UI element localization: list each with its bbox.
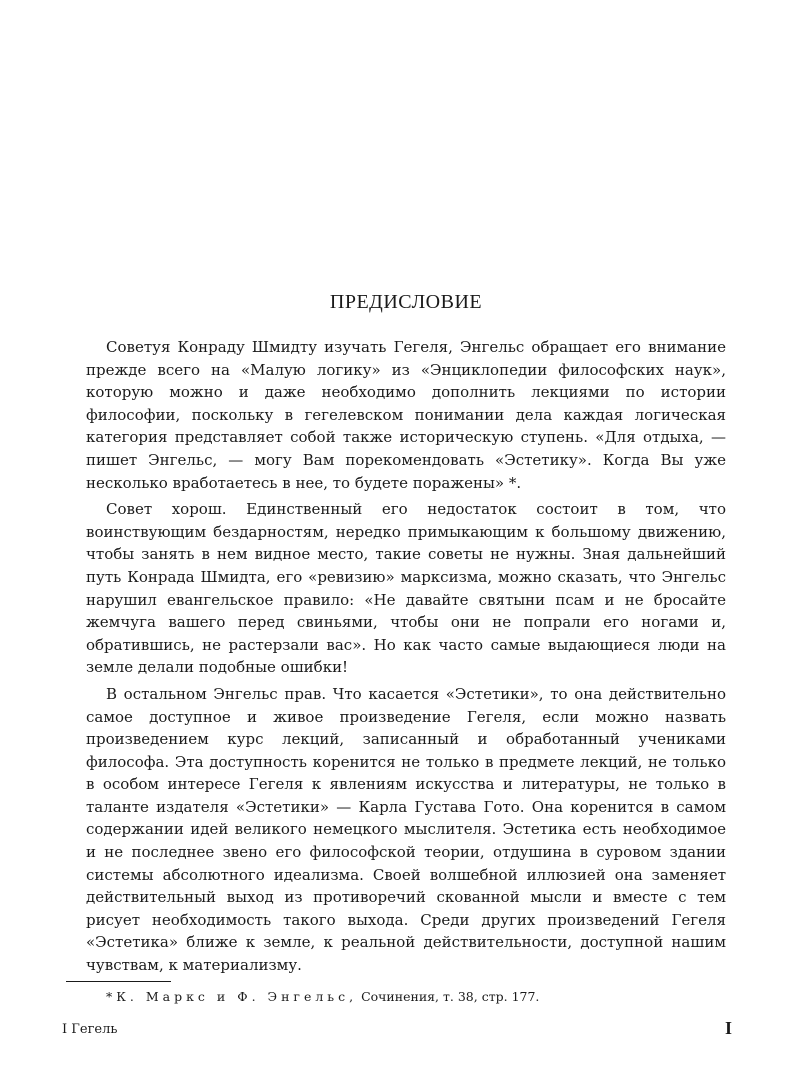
paragraph-3: В остальном Энгельс прав. Что касается «Эстетики», то она действительно самое доступное и живое произведение Гегеля, если можно назвать произведением курс лекций, записанный и обработанный учениками философа. Эта доступность коренится не только в предмете лекций, не только в особом интересе Гегеля к явлениям искусства и литературы, не только в таланте издателя «Эстетики» — Карла Густава Гото. Она коренится в самом содержании идей великого немецкого мыслителя. Эстетика есть необходимое и не последнее звено его философской теории, отдушина в суровом здании системы абсолютного идеализма. Своей волшебной иллюзией она заменяет действительный выход из противоречий скованной мысли и вместе с тем рисует необходимость такого выхода. Среди других произведений Гегеля «Эстетика» ближе к земле, к реальной действительности, доступной нашим чувствам, к материализму. [86,684,726,975]
page-number: I [724,1018,732,1038]
footnote-authors: К. Маркс и Ф. Энгельс, [116,989,358,1004]
paragraph-1: Советуя Конраду Шмидту изучать Гегеля, Энгельс обращает его внимание прежде всего на «Малую логику» из «Энциклопедии философских наук», которую можно и даже необходимо дополнить лекциями по истории философии, поскольку в гегелевском понимании дела каждая логическая категория представляет собой также историческую ступень. «Для отдыха, — пишет Энгельс, — могу Вам порекомендовать «Эстетику». Когда Вы уже несколько вработаетесь в нее, то будете поражены» *. [86,338,726,492]
footnote-divider [66,981,171,982]
body-text [86,336,726,981]
document-page [62,0,732,1087]
paragraph-2: Совет хорош. Единственный его недостаток состоит в том, что воинствующим бездарностям, нередко примыкающим к большому движению, чтобы занять в нем видное место, такие советы не нужны. Зная дальнейший путь Конрада Шмидта, его «ревизию» марксизма, можно сказать, что Энгельс нарушил евангельское правило: «Не давайте святыни псам и не бросайте жемчуга вашего перед свиньями, чтобы они не попрали его ногами и, обратившись, не растерзали вас». Но как часто самые выдающиеся люди на земле делали подобные ошибки! [86,500,726,677]
footnote [106,989,726,1004]
page-title: ПРЕДИСЛОВИЕ [329,291,483,313]
footnote-citation: Сочинения, т. 38, стр. 177. [361,989,540,1004]
footnote-marker: * [106,989,113,1004]
printer-signature: I Гегель [62,1022,118,1037]
